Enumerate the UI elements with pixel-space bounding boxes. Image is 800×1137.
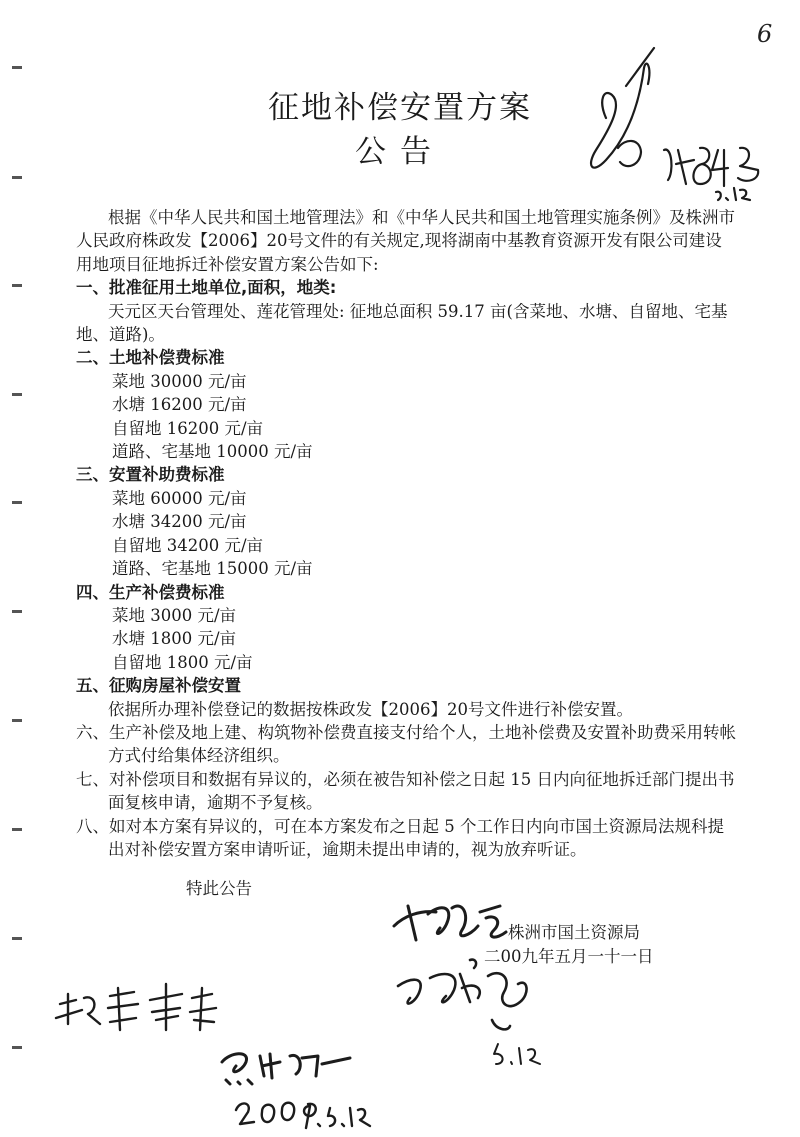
list-item: 自留地 34200 元/亩 xyxy=(112,535,264,555)
list-item: 菜地 30000 元/亩 xyxy=(112,371,247,391)
section-5-heading: 五、征购房屋补偿安置 xyxy=(76,676,241,696)
issue-date: 二00九年五月一十一日 xyxy=(484,947,654,966)
list-item: 水塘 16200 元/亩 xyxy=(112,395,247,415)
list-item: 自留地 16200 元/亩 xyxy=(112,418,264,438)
section-5-text: 依据所办理补偿登记的数据按株政发【2006】20号文件进行补偿安置。 xyxy=(108,699,633,719)
closing-line: 特此公告 xyxy=(186,879,252,898)
list-item: 菜地 3000 元/亩 xyxy=(112,605,237,625)
list-item: 道路、宅基地 10000 元/亩 xyxy=(112,442,313,462)
signature-near-issuer xyxy=(394,906,506,940)
section-4-heading: 四、生产补偿费标准 xyxy=(76,582,225,602)
handwritten-drafter-note xyxy=(56,984,216,1030)
section-1-text: 天元区天台管理处、莲花管理处: 征地总面积 59.17 亩(含菜地、水塘、自留地、宅基地、道路)。 xyxy=(76,301,728,345)
handwritten-date-middle xyxy=(494,1044,540,1064)
list-item: 菜地 60000 元/亩 xyxy=(112,488,247,508)
issuer-name: 株洲市国土资源局 xyxy=(508,923,640,942)
signature-middle xyxy=(398,960,527,1030)
document-subtitle: 公告 xyxy=(355,134,445,170)
list-item: 道路、宅基地 15000 元/亩 xyxy=(112,559,313,579)
section-8-text: 八、如对本方案有异议的，可在本方案发布之日起 5 个工作日内向市国土资源局法规科提出对补偿安置方案申请听证，逾期未提出申请的，视为放弃听证。 xyxy=(76,816,724,859)
handwritten-annotation-top-right xyxy=(591,48,758,200)
section-7-text: 七、对补偿项目和数据有异议的，必须在被告知补偿之日起 15 日内向征地拆迁部门提出书面复核申请，逾期不予复核。 xyxy=(76,769,735,813)
page-number: 6 xyxy=(757,20,773,48)
section-6-text: 六、生产补偿及地上建、构筑物补偿费直接支付给个人，土地补偿费及安置补助费采用转帐方式付给集体经济组织。 xyxy=(76,722,736,766)
section-1-heading: 一、批准征用土地单位,面积，地类: xyxy=(76,278,337,298)
list-item: 水塘 1800 元/亩 xyxy=(112,629,237,649)
list-item: 水塘 34200 元/亩 xyxy=(112,512,247,532)
document-title: 征地补偿安置方案 xyxy=(268,90,532,126)
intro-paragraph: 根据《中华人民共和国土地管理法》和《中华人民共和国土地管理实施条例》及株洲市人民政府株政发【2006】20号文件的有关规定,现将湖南中基教育资源开发有限公司建设用地项目征地拆迁补偿安置方案公告如下: xyxy=(76,208,735,274)
section-3-heading: 三、安置补助费标准 xyxy=(76,465,225,485)
handwritten-date-bottom xyxy=(236,1103,370,1128)
handwritten-signer-name xyxy=(222,1054,350,1084)
section-2-heading: 二、土地补偿费标准 xyxy=(76,348,225,368)
list-item: 自留地 1800 元/亩 xyxy=(112,652,253,672)
